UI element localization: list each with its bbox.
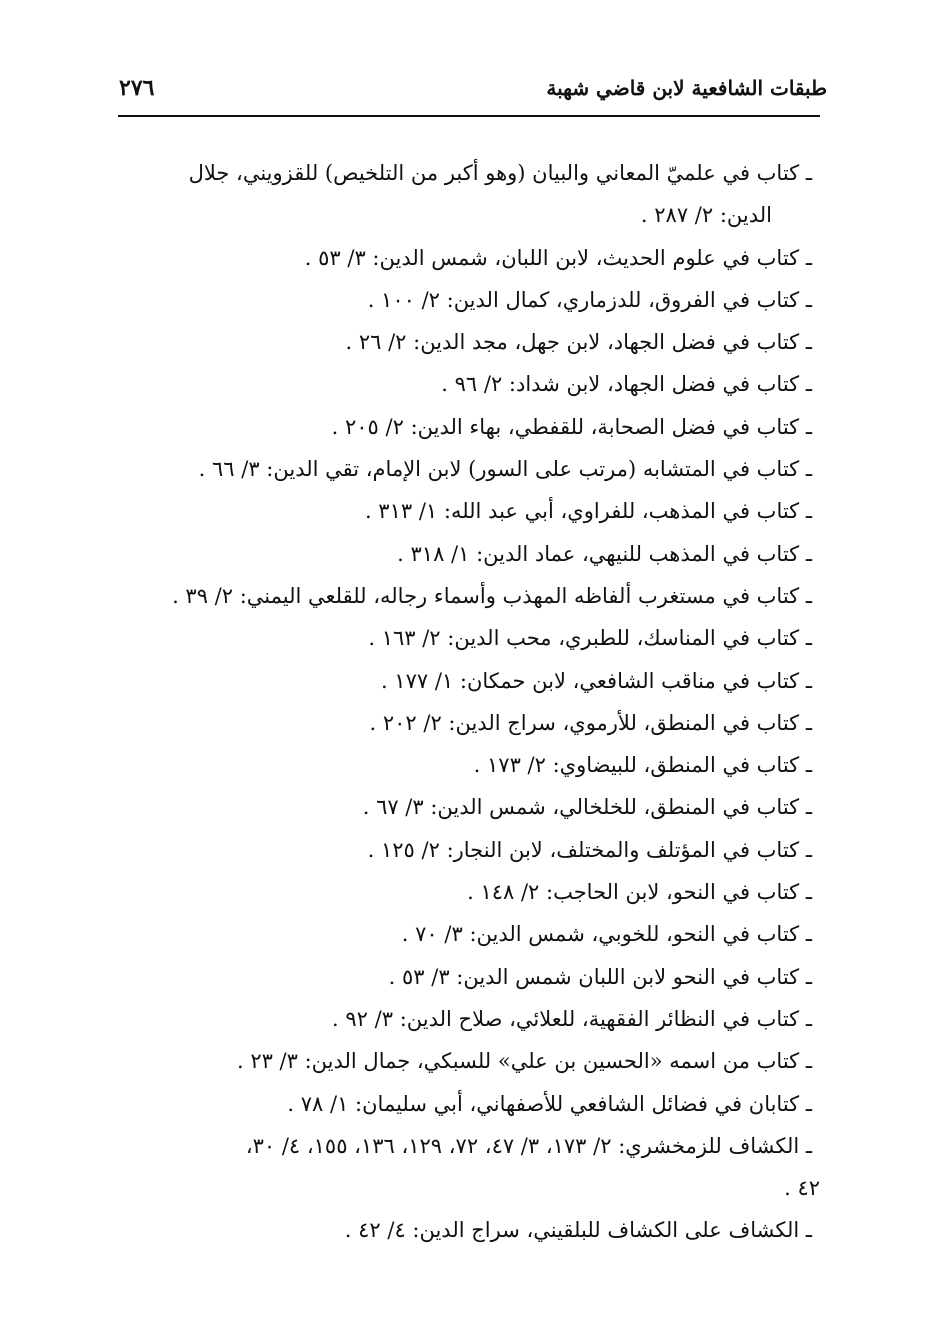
index-entries — [122, 152, 820, 1252]
entry-text: ـ كتاب في النحو لابن اللبان شمس الدين: ٣/ ٥٣ . — [388, 964, 812, 989]
entry-text: ـ كتاب في النحو، لابن الحاجب: ٢/ ١٤٨ . — [467, 880, 812, 905]
entry-text: ـ كتاب في فضل الجهاد، لابن شداد: ٢/ ٩٦ . — [441, 372, 812, 397]
index-entry — [122, 279, 812, 321]
entry-text: ـ كتاب في علوم الحديث، لابن اللبان، شمس الدين: ٣/ ٥٣ . — [304, 245, 812, 270]
index-entry — [122, 998, 812, 1040]
index-entry — [122, 406, 812, 448]
index-entry — [122, 871, 812, 913]
book-title: طبقات الشافعية لابن قاضي شهبة — [546, 76, 827, 100]
entry-text: ـ كتاب في مناقب الشافعي، لابن حمكان: ١/ ١٧٧ . — [380, 668, 812, 693]
index-entry — [122, 490, 812, 532]
index-entry — [122, 702, 812, 744]
index-entry — [122, 913, 812, 955]
index-entry — [122, 1209, 812, 1251]
entry-text: ـ كتاب في المذهب، للفراوي، أبي عبد الله: ١/ ٣١٣ . — [364, 499, 812, 524]
entry-text: ـ كتاب في فضل الجهاد، لابن جهل، مجد الدين: ٢/ ٢٦ . — [345, 330, 812, 355]
entry-text: ـ كتاب في النظائر الفقهية، للعلائي، صلاح الدين: ٣/ ٩٢ . — [332, 1006, 812, 1031]
index-entry — [122, 152, 812, 237]
entry-text: ـ الكشاف على الكشاف للبلقيني، سراج الدين: ٤/ ٤٢ . — [344, 1218, 812, 1243]
index-entry — [122, 786, 812, 828]
entry-text: ـ كتاب في الفروق، للدزماري، كمال الدين: ٢/ ١٠٠ . — [367, 287, 812, 312]
index-entry — [122, 1125, 820, 1210]
entry-text: ـ كتاب في فضل الصحابة، للقفطي، بهاء الدين: ٢/ ٢٠٥ . — [331, 414, 812, 439]
entry-text: ـ كتاب في النحو، للخوبي، شمس الدين: ٣/ ٧٠ . — [401, 922, 812, 947]
index-entry — [122, 660, 812, 702]
entry-text: ـ كتاب في المتشابه (مرتب على السور) لابن الإمام، تقي الدين: ٣/ ٦٦ . — [198, 457, 812, 482]
index-entry — [122, 744, 812, 786]
entry-text: ـ كتابان في فضائل الشافعي للأصفهاني، أبي سليمان: ١/ ٧٨ . — [287, 1091, 812, 1116]
entry-text: ـ كتاب في المذهب للنيهي، عماد الدين: ١/ ٣١٨ . — [397, 541, 812, 566]
entry-continuation: الدين: ٢/ ٢٨٧ . — [640, 203, 772, 228]
entry-text: ـ كتاب من اسمه «الحسين بن علي» للسبكي، جمال الدين: ٣/ ٢٣ . — [236, 1049, 812, 1074]
index-entry — [122, 829, 812, 871]
index-entry — [122, 956, 812, 998]
index-entry — [122, 321, 812, 363]
index-entry — [122, 1083, 812, 1125]
entry-text: ـ كتاب في علميّ المعاني والبيان (وهو أكبر من التلخيص) للقزويني، جلال — [188, 161, 812, 185]
index-entry — [122, 448, 812, 490]
entry-text: ـ كتاب في مستغرب ألفاظه المهذب وأسماء رجاله، للقلعي اليمني: ٢/ ٣٩ . — [172, 583, 812, 608]
index-entry — [122, 617, 812, 659]
entry-text: ـ كتاب في المنطق، للخلخالي، شمس الدين: ٣/ ٦٧ . — [362, 795, 812, 820]
header-rule — [118, 115, 820, 117]
entry-text: ـ كتاب في المنطق، للبيضاوي: ٢/ ١٧٣ . — [473, 753, 812, 778]
index-entry — [122, 575, 812, 617]
index-entry — [122, 1040, 812, 1082]
index-entry — [122, 363, 812, 405]
page-number: ٢٧٦ — [119, 75, 155, 101]
index-entry — [122, 237, 812, 279]
entry-text: ـ كتاب في المنطق، للأرموي، سراج الدين: ٢/ ٢٠٢ . — [369, 710, 812, 735]
entry-text: ـ كتاب في المؤتلف والمختلف، لابن النجار: ٢/ ١٢٥ . — [367, 837, 812, 862]
entry-continuation: ٤٢ . — [784, 1176, 820, 1201]
running-head — [119, 70, 827, 106]
entry-text: ـ الكشاف للزمخشري: ٢/ ١٧٣، ٣/ ٤٧، ٧٢، ١٢٩، ١٣٦، ١٥٥، ٤/ ٣٠، — [245, 1133, 812, 1158]
entry-text: ـ كتاب في المناسك، للطبري، محب الدين: ٢/ ١٦٣ . — [368, 626, 812, 651]
index-entry — [122, 533, 812, 575]
